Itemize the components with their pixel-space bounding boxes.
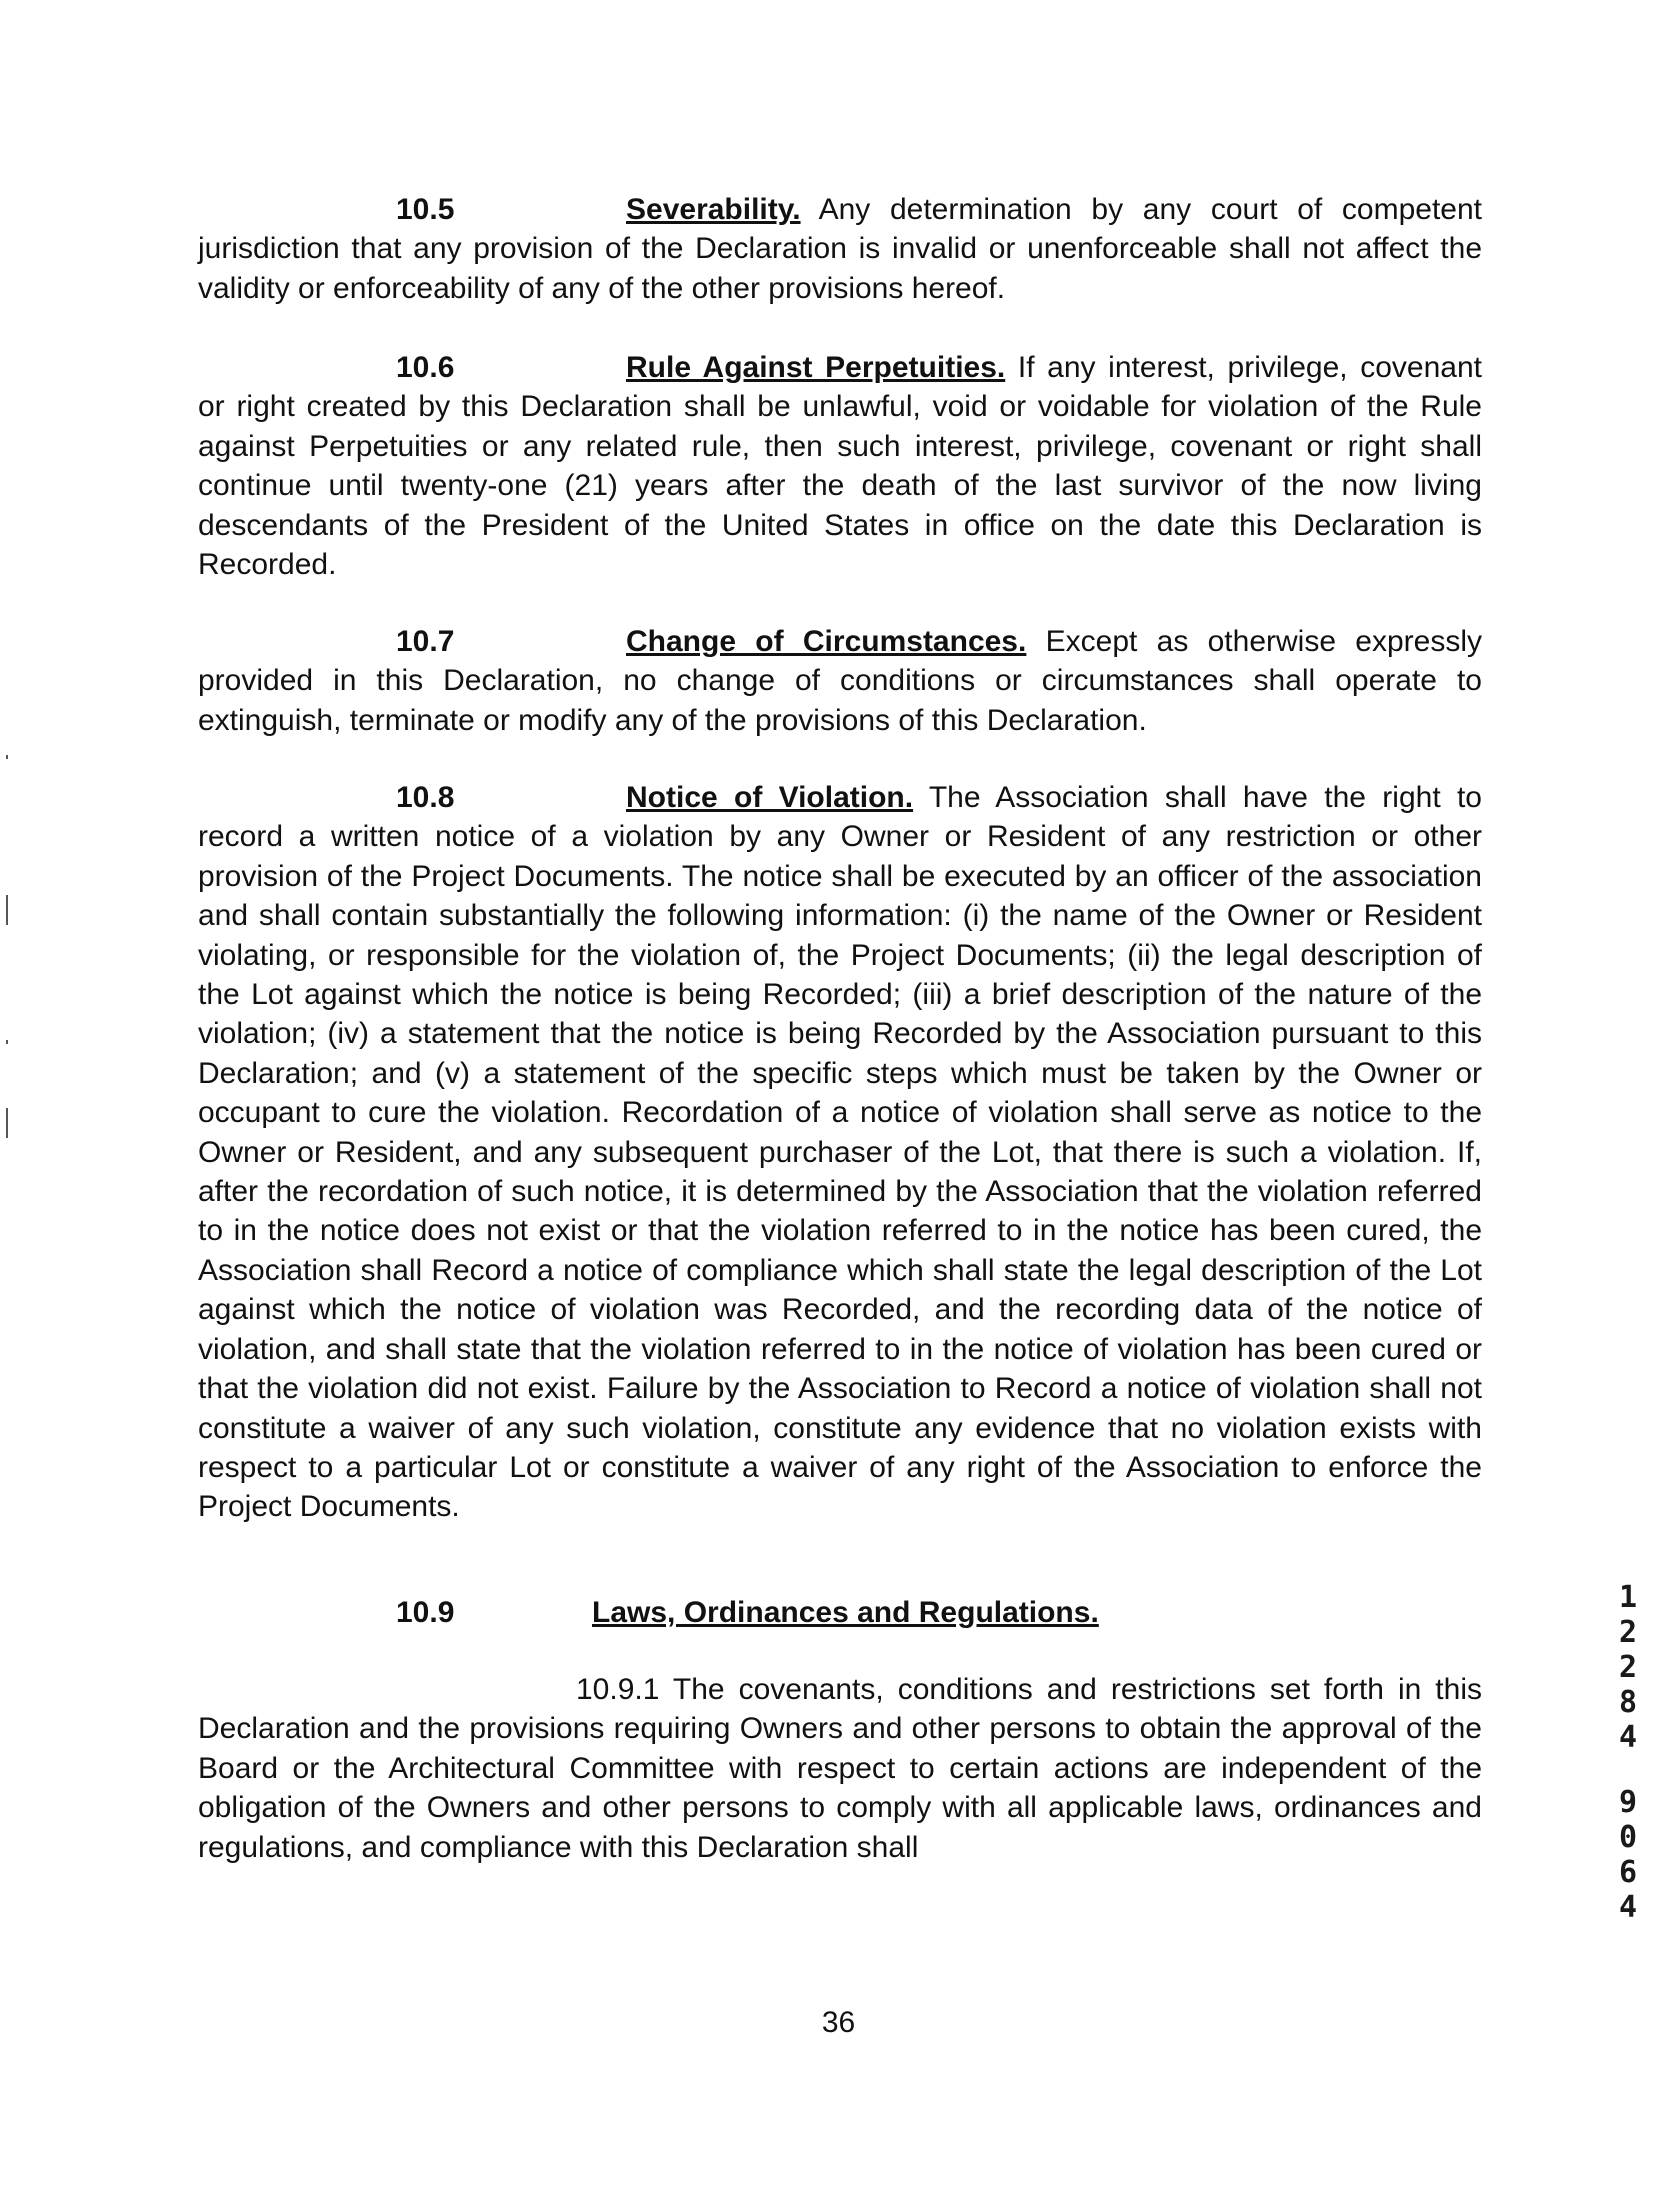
section-number: 10.8: [396, 781, 455, 814]
scan-artifact: [6, 755, 8, 759]
stamp-digit: 0: [1618, 1820, 1638, 1855]
subsection-number: 10.9.1: [576, 1673, 660, 1706]
stamp-digit: 8: [1618, 1685, 1638, 1720]
section-number: 10.7: [396, 625, 455, 658]
stamp-gap: [1608, 1755, 1648, 1785]
section-number: 10.9: [396, 1596, 455, 1629]
section-number: 10.5: [396, 193, 455, 226]
stamp-digit: 1: [1618, 1580, 1638, 1615]
section-10-6: [198, 348, 1482, 584]
stamp-digit: 6: [1618, 1855, 1638, 1890]
section-10-5: [198, 190, 1482, 308]
section-text: Any determination by any court of competent jurisdiction that any provision of the Declaration is invalid or unenforceable shall not affect the validity or enforceability of any of the other provisions hereof.: [198, 193, 1482, 305]
scan-artifact: [6, 1040, 8, 1044]
recording-stamp: [1608, 1580, 1648, 1925]
section-number: 10.6: [396, 351, 455, 384]
page-number: 36: [821, 2006, 856, 2039]
section-text: The Association shall have the right to record a written notice of a violation by any Owner or Resident of any restriction or other provision of the Project Documents. The notice shall be executed by an officer of the association and shall contain substantially the following information: (i) the name of the Owner or Resident violating, or responsible for the violation of, the Project Documents; (ii) the legal description of the Lot against which the notice is being Recorded; (iii) a brief description of the nature of the violation; (iv) a statement that the notice is being Recorded by the Association pursuant to this Declaration; and (v) a statement of the specific steps which must be taken by the Owner or occupant to cure the violation. Recordation of a notice of violation shall serve as notice to the Owner or Resident, and any subsequent purchaser of the Lot, that there is such a violation. If, after the recordation of such notice, it is determined by the Association that the violation referred to in the notice does not exist or that the violation referred to in the notice has been cured, the Association shall Record a notice of compliance which shall state the legal description of the Lot against which the notice of violation was Recorded, and the recording data of the notice of violation, and shall state that the violation referred to in the notice of violation has been cured or that the violation did not exist. Failure by the Association to Record a notice of violation shall not constitute a waiver of any such violation, constitute any evidence that no violation exists with respect to a particular Lot or constitute a waiver of any right of the Association to enforce the Project Documents.: [198, 781, 1482, 1524]
section-10-9-1: [198, 1670, 1482, 1867]
stamp-digit: 4: [1618, 1890, 1638, 1925]
section-heading: Laws, Ordinances and Regulations.: [592, 1596, 1099, 1629]
section-text: The covenants, conditions and restrictions set forth in this Declaration and the provisions requiring Owners and other persons to obtain the approval of the Board or the Architectural Committee with respect to certain actions are independent of the obligation of the Owners and other persons to comply with all applicable laws, ordinances and regulations, and compliance with this Declaration shall: [198, 1673, 1482, 1864]
section-text: Except as otherwise expressly provided in this Declaration, no change of conditions or circumstances shall operate to extinguish, terminate or modify any of the provisions of this Declaration.: [198, 625, 1482, 737]
section-10-7: [198, 622, 1482, 740]
stamp-digit: 2: [1618, 1615, 1638, 1650]
section-10-9-heading: [198, 1593, 1482, 1632]
stamp-digit: 2: [1618, 1650, 1638, 1685]
section-10-8: [198, 778, 1482, 1527]
stamp-digit: 4: [1618, 1720, 1638, 1755]
section-heading: Severability.: [626, 193, 801, 226]
stamp-digit: 9: [1618, 1785, 1638, 1820]
section-heading: Rule Against Perpetuities.: [626, 351, 1006, 384]
section-text: If any interest, privilege, covenant or right created by this Declaration shall be unlawful, void or voidable for violation of the Rule against Perpetuities or any related rule, then such interest, privilege, covenant or right shall continue until twenty-one (21) years after the death of the last survivor of the now living descendants of the President of the United States in office on the date this Declaration is Recorded.: [198, 351, 1482, 582]
scan-artifact: [6, 895, 8, 925]
scan-artifact: [6, 1108, 8, 1138]
section-heading: Change of Circumstances.: [626, 625, 1027, 658]
section-heading: Notice of Violation.: [626, 781, 914, 814]
